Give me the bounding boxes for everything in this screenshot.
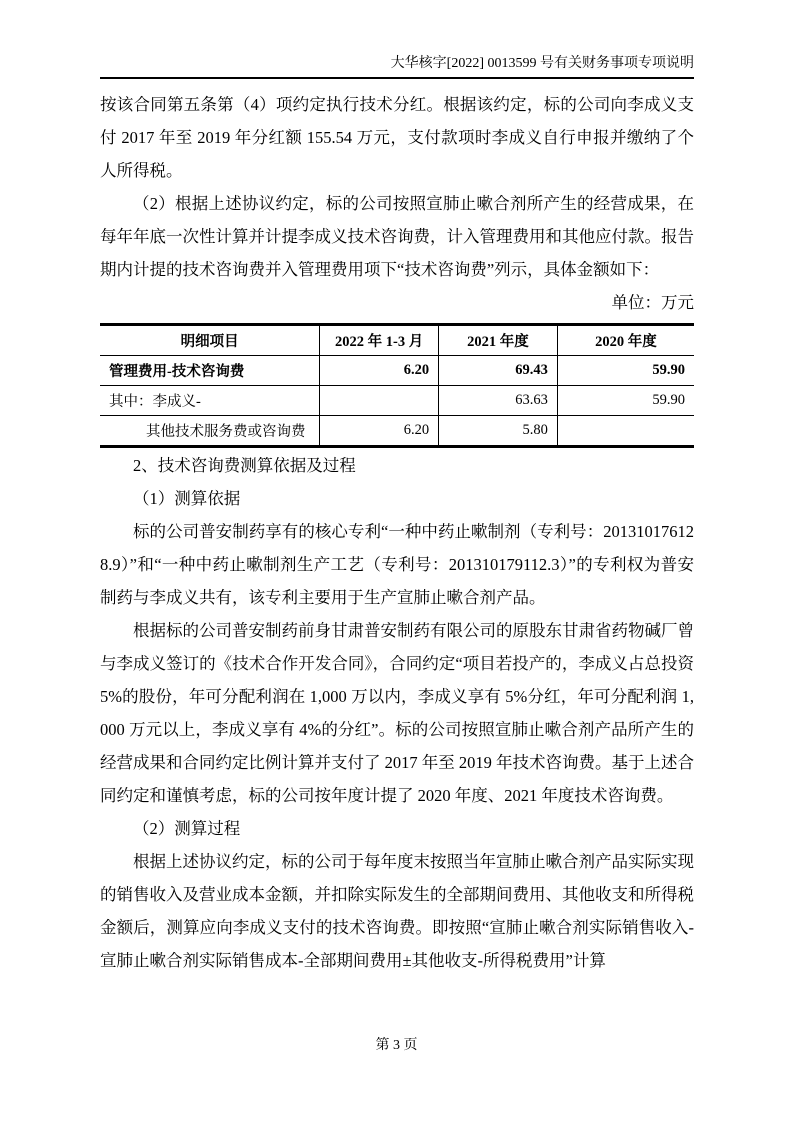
table-cell-item: 其中：李成义-	[100, 386, 320, 416]
consulting-fee-table	[100, 323, 694, 448]
document-body	[100, 88, 694, 977]
document-reference: 大华核字[2022] 0013599 号有关财务事项专项说明	[390, 56, 694, 71]
table-cell-value: 69.43	[439, 356, 558, 386]
section-heading-2: 2、技术咨询费测算依据及过程	[133, 456, 356, 475]
table-row-licheng-yi	[100, 386, 694, 416]
table-cell-value: 59.90	[557, 386, 694, 416]
table-cell-value: 63.63	[439, 386, 558, 416]
page-number: 第 3 页	[375, 1038, 418, 1053]
table-cell-value: 5.80	[439, 416, 558, 447]
subsection-heading-process: （2）测算过程	[133, 819, 241, 838]
unit-label: 单位：万元	[611, 293, 694, 312]
column-header-2022: 2022 年 1-3 月	[320, 325, 439, 356]
table-header-row	[100, 325, 694, 356]
table-cell-value: 6.20	[320, 356, 439, 386]
document-header	[100, 54, 694, 79]
table-row-other-fees	[100, 416, 694, 447]
table-row-management-fee	[100, 356, 694, 386]
subsection-heading-basis: （1）测算依据	[133, 489, 241, 508]
table-cell-value: 6.20	[320, 416, 439, 447]
table-cell-value: 59.90	[557, 356, 694, 386]
page-footer	[0, 1036, 793, 1056]
paragraph-patent: 标的公司普安制药享有的核心专利“一种中药止嗽制剂（专利号：201310176128.9）”和“一种中药止嗽制剂生产工艺（专利号：201310179112.3）”的专利权为普安制药与李成义共有，该专利主要用于生产宣肺止嗽合剂产品。	[100, 522, 694, 607]
paragraph-accrual: （2）根据上述协议约定，标的公司按照宣肺止嗽合剂所产生的经营成果，在每年年底一次性计算并计提李成义技术咨询费，计入管理费用和其他应付款。报告期内计提的技术咨询费并入管理费用项下“技术咨询费”列示，具体金额如下：	[100, 194, 694, 279]
column-header-2020: 2020 年度	[557, 325, 694, 356]
table-cell-item: 管理费用-技术咨询费	[100, 356, 320, 386]
table-cell-value	[320, 386, 439, 416]
table-cell-value	[557, 416, 694, 447]
page-content	[100, 54, 694, 977]
table-cell-item: 其他技术服务费或咨询费	[100, 416, 320, 447]
paragraph-dividend: 按该合同第五条第（4）项约定执行技术分红。根据该约定，标的公司向李成义支付 2017 年至 2019 年分红额 155.54 万元，支付款项时李成义自行申报并缴纳了个人所得税。	[100, 95, 694, 180]
column-header-2021: 2021 年度	[439, 325, 558, 356]
paragraph-process: 根据上述协议约定，标的公司于每年度末按照当年宣肺止嗽合剂产品实际实现的销售收入及营业成本金额，并扣除实际发生的全部期间费用、其他收支和所得税金额后，测算应向李成义支付的技术咨询费。即按照“宣肺止嗽合剂实际销售收入-宣肺止嗽合剂实际销售成本-全部期间费用±其他收支-所得税费用”计算	[100, 852, 694, 970]
column-header-item: 明细项目	[100, 325, 320, 356]
paragraph-contract: 根据标的公司普安制药前身甘肃普安制药有限公司的原股东甘肃省药物碱厂曾与李成义签订的《技术合作开发合同》，合同约定“项目若投产的，李成义占总投资 5%的股份，年可分配利润在 1,000 万以内，李成义享有 5%分红，年可分配利润 1,000 万元以上，李成义享有 4%的分红”。标的公司按照宣肺止嗽合剂产品所产生的经营成果和合同约定比例计算并支付了 2017 年至 2019 年技术咨询费。基于上述合同约定和谨慎考虑，标的公司按年度计提了 2020 年度、2021 年度技术咨询费。	[100, 621, 694, 805]
